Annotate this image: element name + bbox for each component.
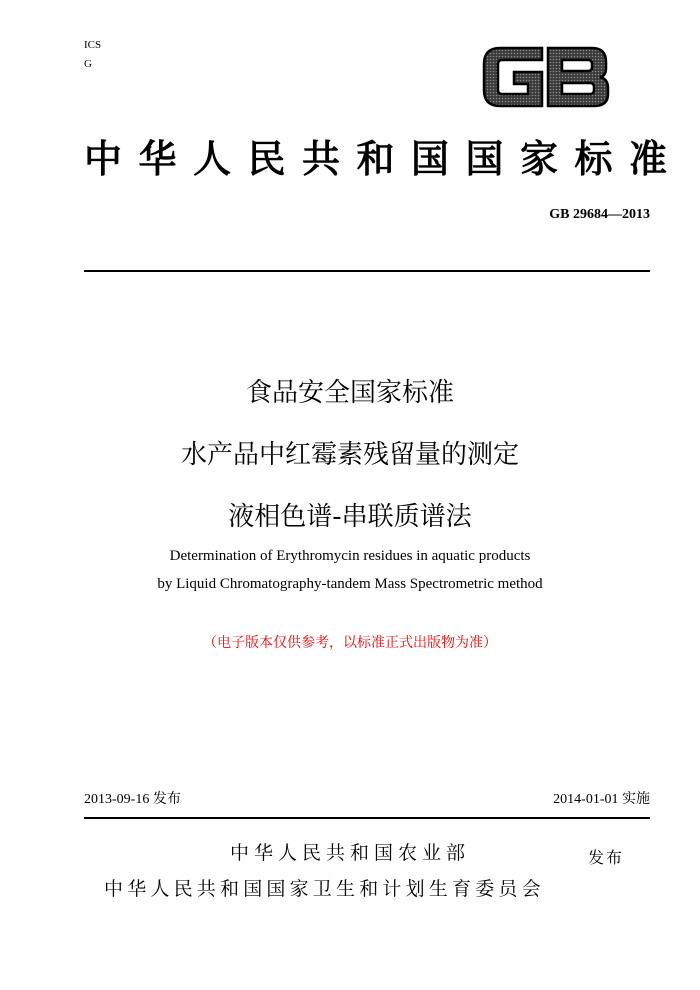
publisher-health-commission: 中华人民共和国国家卫生和计划生育委员会 xyxy=(104,878,545,900)
english-title-line-1: Determination of Erythromycin residues in aquatic products xyxy=(169,548,531,564)
electronic-version-notice: （电子版本仅供参考，以标准正式出版物为准） xyxy=(203,635,497,651)
top-divider xyxy=(84,270,650,272)
ics-block xyxy=(84,36,101,74)
gb-logo-icon xyxy=(480,40,612,114)
publisher-ministry-agriculture: 中华人民共和国农业部 xyxy=(230,842,471,864)
implementation-date: 2014-01-01 实施 xyxy=(553,792,650,807)
title-line-3: 液相色谱-串联质谱法 xyxy=(228,502,472,532)
publish-label: 发布 xyxy=(588,848,625,867)
national-standard-heading: 中华人民共和国国家标准 xyxy=(84,137,684,181)
standard-code: GB 29684—2013 xyxy=(549,207,650,222)
bottom-divider xyxy=(84,817,650,819)
english-title-line-2: by Liquid Chromatography-tandem Mass Spectrometric method xyxy=(157,576,543,592)
issue-date: 2013-09-16 发布 xyxy=(84,792,181,807)
title-line-1: 食品安全国家标准 xyxy=(245,378,454,408)
ics-label: ICS xyxy=(84,39,102,51)
category-letter: G xyxy=(84,58,92,70)
title-line-2: 水产品中红霉素残留量的测定 xyxy=(180,440,519,470)
